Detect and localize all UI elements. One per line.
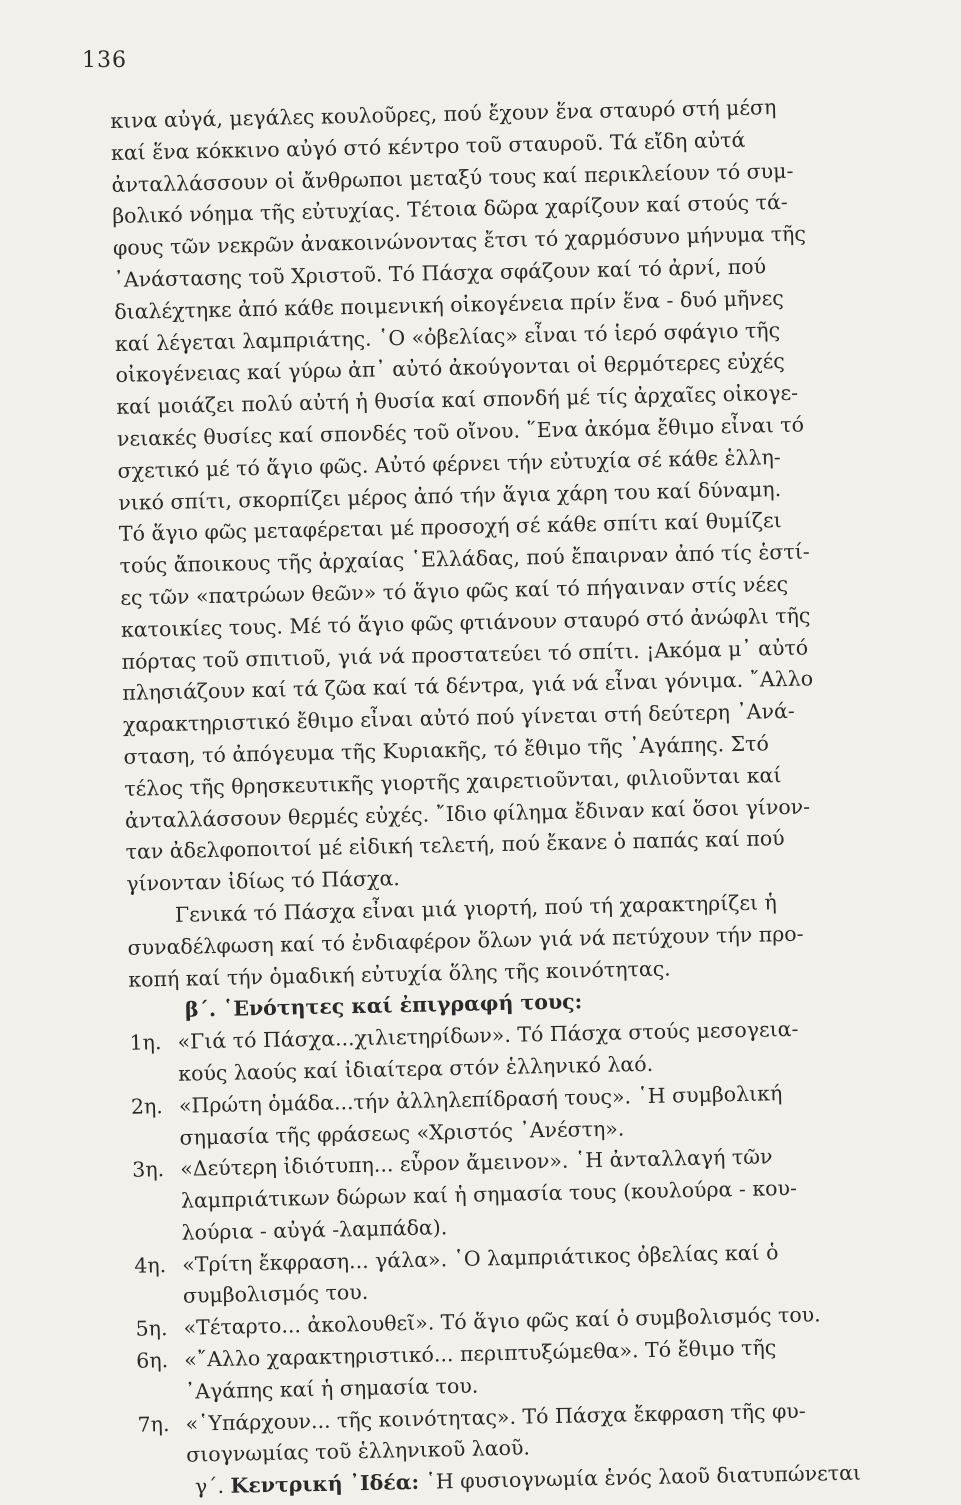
central-idea-prefix: γ΄. [194,1474,225,1499]
list-item [132,1138,934,1250]
text-line: φους τῶν νεκρῶν ἀνακοινώνοντας ἔτσι τό χαρμόσυνο μήνυμα τῆς [112,221,807,261]
text-line: «Δεύτερη ἰδιότυπη... εὗρον ἄμεινον». ῾Η ἀνταλλαγή τῶν [180,1144,773,1182]
text-line: βολικό νόημα τῆς εὐτυχίας. Τέτοια δῶρα χαρίζουν καί στούς τά- [112,190,788,229]
text-line: πλησιάζουν καί τά ζῶα καί τά δέντρα, γιά νά εἶναι γόνιμα. ῎Αλλο [122,666,814,706]
text-line: νικό σπίτι, σκορπίζει μέρος ἀπό τήν ἅγια χάρη του καί δύναμη. [118,476,782,515]
text-line: καί λέγεται λαμπριάτης. ῾Ο «ὀβελίας» εἶναι τό ἱερό σφάγιο τῆς [114,317,781,356]
central-idea-text: ῾Η φυσιογνωμία ἑνός λαοῦ διατυπώνεται [425,1460,862,1494]
text-line: κοπή καί τήν ὁμαδική εὐτυχία ὅλης τῆς κοινότητας. [128,955,671,992]
text-line: οἰκογένειας καί γύρω ἀπ᾽ αὐτό ἀκούγονται οἱ θερμότερες εὐχές [115,349,785,388]
list-number: 3η. [132,1157,165,1183]
text-line: νειακές θυσίες καί σπονδές τοῦ οἴνου. ῞Ενα ἀκόμα ἔθιμο εἶναι τό [116,412,805,451]
section-heading: β΄. ῾Ενότητες καί ἐπιγραφή τους: [184,989,583,1022]
text-line: συμβολισμός του. [182,1280,369,1309]
text-line: καί μοιάζει πολύ αὐτή ἡ θυσία καί σπονδή μέ τίς ἀρχαῖες οἰκογε- [116,380,799,420]
text-line: χαρακτηριστικό ἔθιμο εἶναι αὐτό πού γίνεται στή δεύτερη ᾽Ανά- [122,698,795,738]
text-line: ες τῶν «πατρώων θεῶν» τό ἅγιο φῶς καί τό πήγαιναν στίς νέες [120,571,789,610]
text-line: σημασία τῆς φράσεως «Χριστός ᾽Ανέστη». [179,1115,625,1150]
text-line: ᾽Αγάπης καί ἡ σημασία του. [184,1373,479,1404]
text-line: κατοικίες τους. Μέ τό ἅγιο φῶς φτιάνουν σταυρό στό ἀνώφλι τῆς [120,603,811,642]
text-line: ταν ἀδελφοποιτοί μέ εἰδική τελετή, πού ἔκανε ὁ παπάς καί πού [125,826,785,865]
section-list [129,1011,938,1473]
text-line: Τό ἅγιο φῶς μεταφέρεται μέ προσοχή σέ κάθε σπίτι καί θυμίζει [118,508,782,547]
text-line: ἀνταλλάσσουν οἱ ἄνθρωποι μεταξύ τους καί περικλείουν τό συμ- [111,158,794,197]
list-number: 2η. [130,1093,164,1119]
text-line: τέλος τῆς θρησκευτικῆς γιορτῆς χαιρετιοῦνται, φιλιοῦνται καί [124,762,782,801]
text-line: κινα αὐγά, μεγάλες κουλοῦρες, πού ἔχουν ἕνα σταυρό στή μέση [110,95,777,133]
text-line: καί ἕνα κόκκινο αὐγό στό κέντρο τοῦ σταυροῦ. Τά εἴδη αὐτά [110,127,746,165]
text-line: Γενικά τό Πάσχα εἶναι μιά γιορτή, πού τή χαρακτηρίζει ἡ [174,890,778,927]
list-number: 4η. [134,1252,167,1278]
paragraph-1 [110,89,926,901]
list-number: 1η. [129,1030,162,1055]
text-line: συναδέλφωση καί τό ἐνδιαφέρον ὅλων γιά νά πετύχουν τήν προ- [127,921,804,960]
text-line: λαμπριάτικων δώρων καί ἡ σημασία τους (κουλούρα - κου- [180,1175,798,1213]
list-number: 7η. [137,1411,170,1437]
paragraph-2 [127,884,929,996]
text-line: ᾽Ανάστασης τοῦ Χριστοῦ. Τό Πάσχα σφάζουν καί τό ἀρνί, πού [113,254,767,292]
text-line: «Τρίτη ἔκφραση... γάλα». ῾Ο λαμπριάτικος ὀβελίας καί ὁ [182,1239,779,1277]
list-number: 6η. [136,1348,169,1373]
page-number: 136 [82,48,127,73]
text-line: λούρια - αὐγά -λαμπάδα). [181,1215,448,1245]
text-line: «Τέταρτο... ἀκολουθεῖ». Τό ἅγιο φῶς καί ὁ συμβολισμός του. [183,1302,821,1341]
text-line: διαλέχτηκε ἀπό κάθε ποιμενική οἰκογένεια πρίν ἕνα - δυό μῆνες [114,285,784,324]
list-number: 5η. [135,1316,168,1342]
text-line: πόρτας τοῦ σπιτιοῦ, γιά νά προστατεύει τό σπίτι. ¡Ακόμα μ᾽ αὐτό [121,635,809,674]
text-line: «Πρώτη ὁμάδα...τήν ἀλληλεπίδρασή τους». ῾Η συμβολική [178,1080,783,1118]
text-line: σχετικό μέ τό ἅγιο φῶς. Αὐτό φέρνει τήν εὐτυχία σέ κάθε ἑλλη- [117,444,781,483]
text-line: «῾Υπάρχουν... τῆς κοινότητας». Τό Πάσχα ἔκφραση τῆς φυ- [185,1398,806,1436]
body-text [110,89,939,1505]
text-line: ἀνταλλάσσουν θερμές εὐχές. ῎Ιδιο φίλημα ἔδιναν καί ὅσοι γίνον- [124,794,811,833]
text-line: σταση, τό ἀπόγευμα τῆς Κυριακῆς, τό ἔθιμο τῆς ᾽Αγάπης. Στό [123,731,770,769]
central-idea-label: Κεντρική ᾽Ιδέα: [230,1470,420,1499]
text-line: τούς ἄποικους τῆς ἀρχαίας ῾Ελλάδας, πού ἔπαιρναν ἀπό τίς ἑστί- [119,539,810,579]
text-line: σιογνωμίας τοῦ ἑλληνικοῦ λαοῦ. [186,1435,531,1468]
text-line: γίνονταν ἰδίως τό Πάσχα. [126,866,401,896]
text-line: κούς λαούς καί ἰδιαίτερα στόν ἑλληνικό λαό. [178,1051,654,1086]
text-line: «Γιά τό Πάσχα...χιλιετηρίδων». Τό Πάσχα στούς μεσογεια- [177,1016,799,1054]
text-line: «῎Αλλο χαρακτηριστικό... περιπτυξώμεθα». Τό ἔθιμο τῆς [184,1335,777,1372]
